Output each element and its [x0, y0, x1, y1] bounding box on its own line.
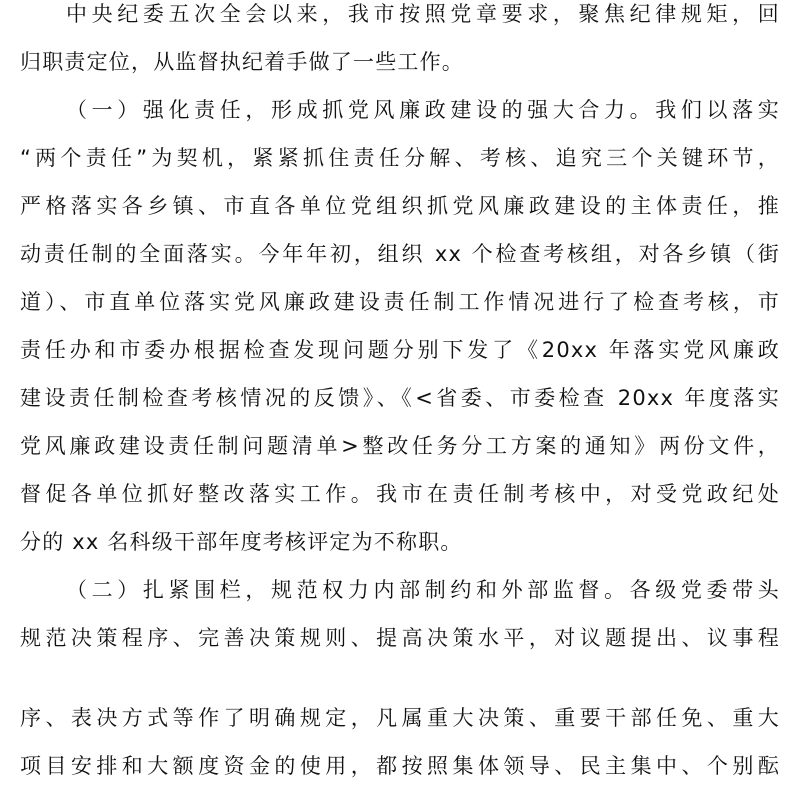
section-2-heading-line: （二）扎紧围栏，规范权力内部制约和外部监督。各级党委带头 [66, 578, 780, 602]
paragraph-1-line-1: 中央纪委五次全会以来，我市按照党章要求，聚焦纪律规矩，回 [66, 2, 780, 26]
section-1-line-7: 建设责任制检查考核情况的反馈》、《<省委、市委检查 20xx 年度落实 [20, 386, 780, 410]
section-1-line-2: “两个责任”为契机，紧紧抓住责任分解、考核、追究三个关键环节， [20, 146, 780, 170]
paragraph-1-line-2: 归职责定位，从监督执纪着手做了一些工作。 [20, 50, 464, 74]
section-2-line-2: 规范决策程序、完善决策规则、提高决策水平，对议题提出、议事程 [20, 626, 780, 650]
section-1-line-4: 动责任制的全面落实。今年年初，组织 xx 个检查考核组，对各乡镇（街 [20, 242, 780, 266]
section-1-line-6: 责任办和市委办根据检查发现问题分别下发了《20xx 年落实党风廉政 [20, 338, 780, 362]
section-1-line-5: 道）、市直单位落实党风廉政建设责任制工作情况进行了检查考核，市 [20, 290, 780, 314]
section-1-line-8: 党风廉政建设责任制问题清单>整改任务分工方案的通知》两份文件， [20, 434, 780, 458]
section-2-line-4: 项目安排和大额度资金的使用，都按照集体领导、民主集中、个别酝 [20, 754, 780, 778]
section-1-line-3: 严格落实各乡镇、市直各单位党组织抓党风廉政建设的主体责任，推 [20, 194, 780, 218]
section-1-line-10: 分的 xx 名科级干部年度考核评定为不称职。 [20, 530, 463, 554]
section-1-line-9: 督促各单位抓好整改落实工作。我市在责任制考核中，对受党政纪处 [20, 482, 780, 506]
section-2-line-3: 序、表决方式等作了明确规定，凡属重大决策、重要干部任免、重大 [20, 706, 780, 730]
section-1-heading-line: （一）强化责任，形成抓党风廉政建设的强大合力。我们以落实 [66, 98, 780, 122]
